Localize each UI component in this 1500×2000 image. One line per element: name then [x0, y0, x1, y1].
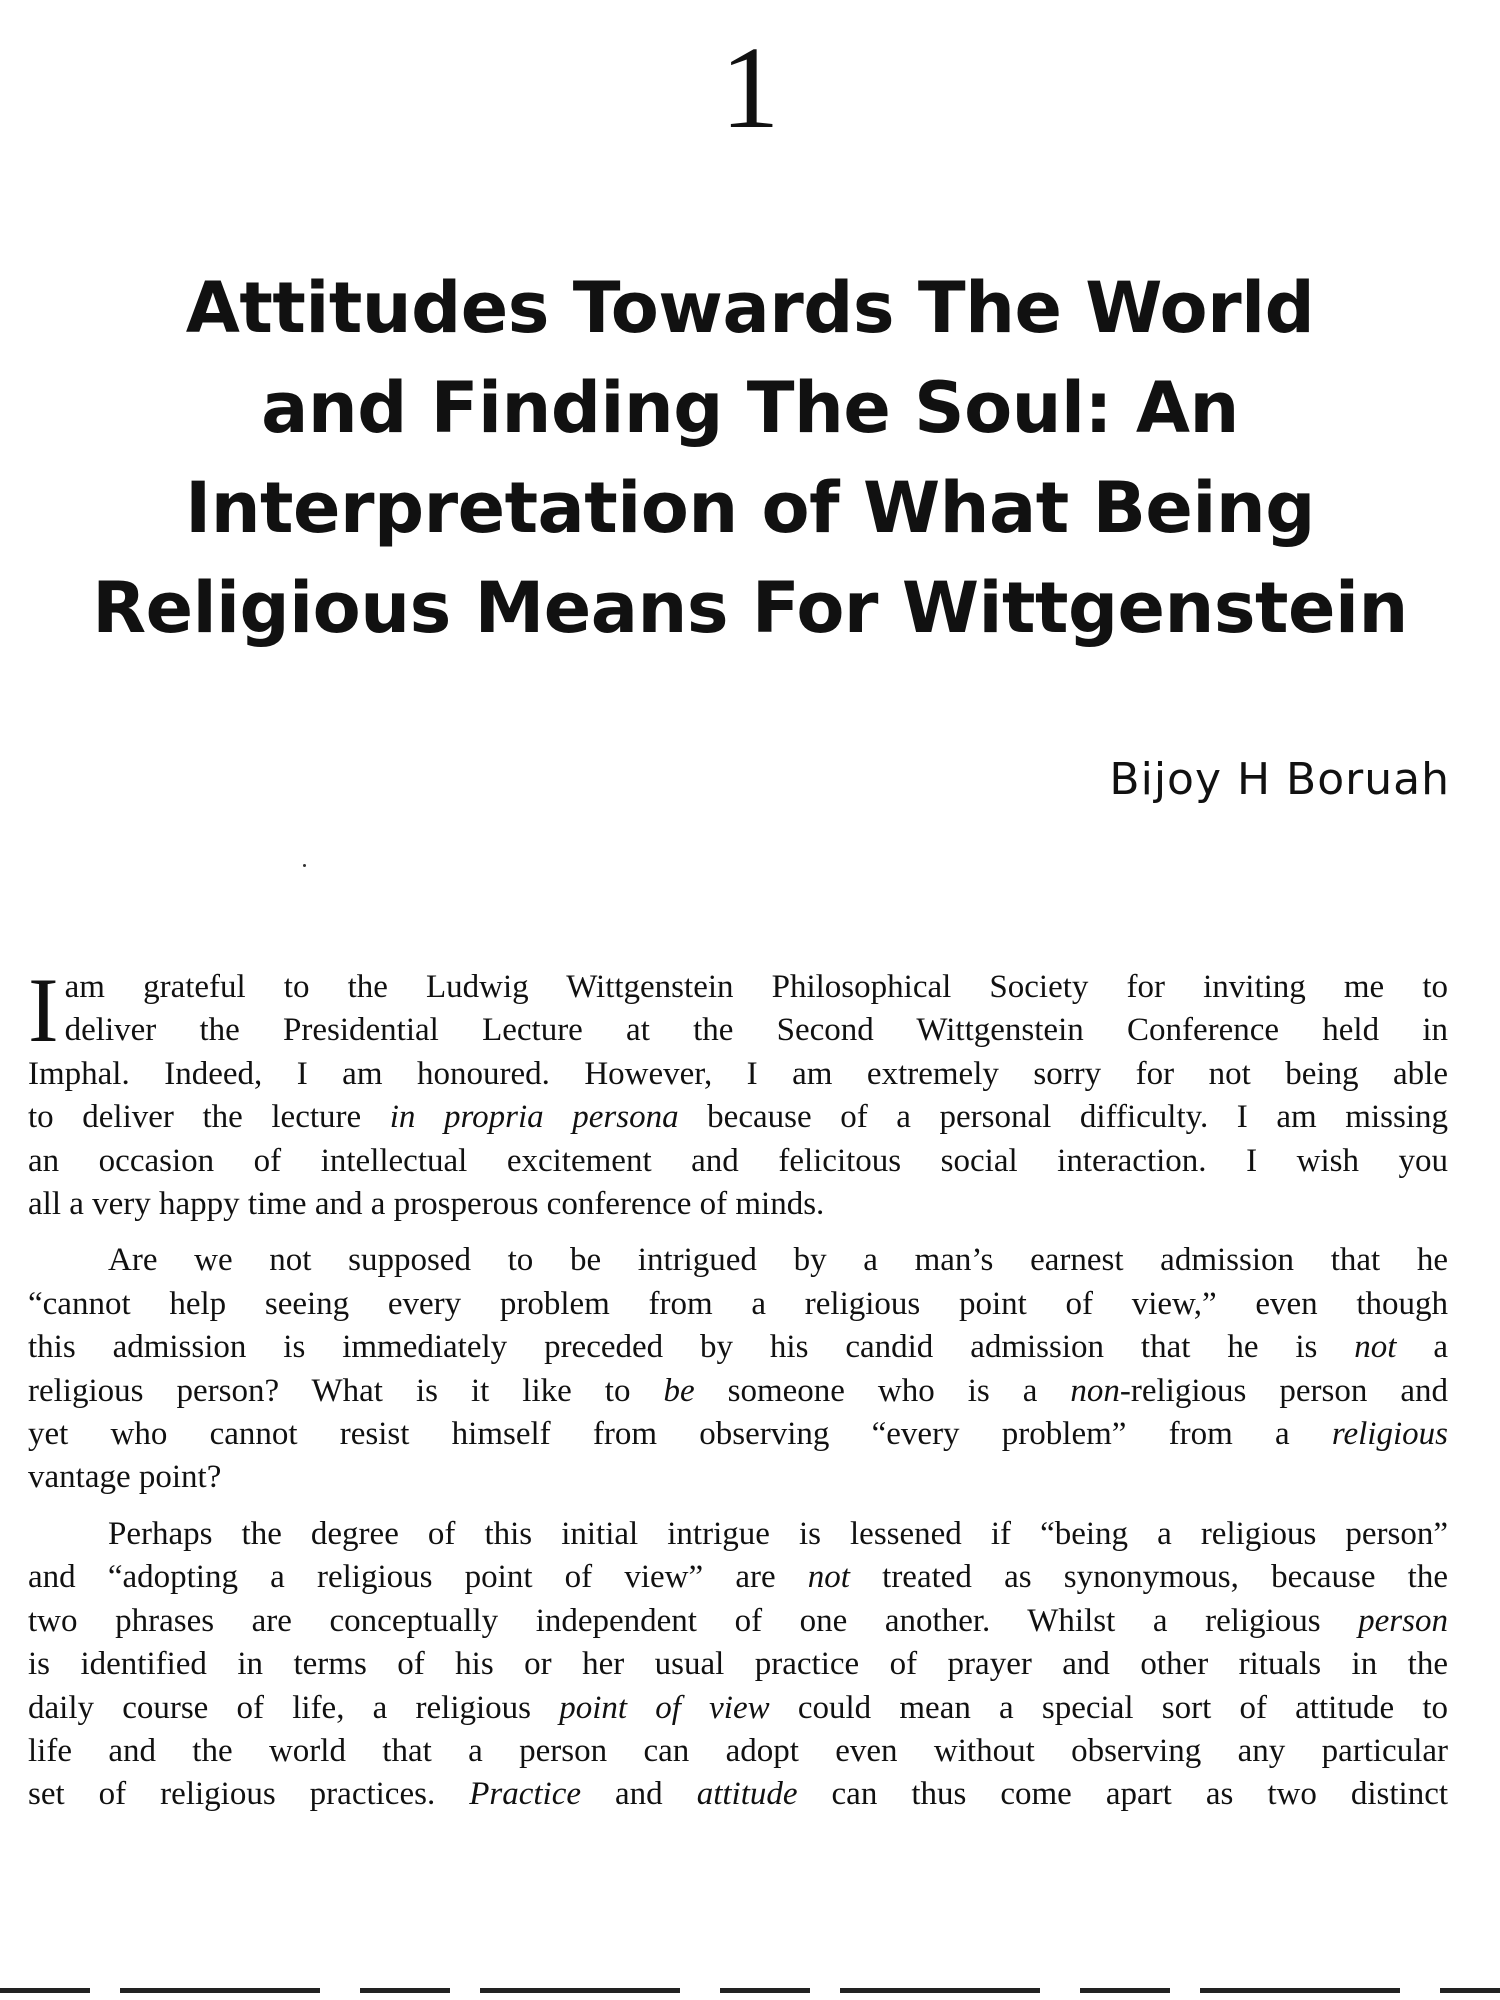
scan-edge-marks [0, 1988, 1500, 1993]
text-line: am grateful to the Ludwig Wittgenstein Philosophical Society for inviting me to [64, 969, 1448, 1005]
text-line: two phrases are conceptually independent of one another. Whilst a religious person [28, 1602, 1448, 1639]
author-name: Bijoy H Boruah [1109, 754, 1450, 805]
text-line: deliver the Presidential Lecture at the Second Wittgenstein Conference held in [64, 1012, 1448, 1049]
text-line: daily course of life, a religious point of view could mean a special sort of attitude to [28, 1689, 1449, 1726]
chapter-title-line: and Finding The Soul: An [261, 367, 1239, 449]
text-line: this admission is immediately preceded by his candid admission that he is not a [28, 1329, 1448, 1366]
paragraph-2 [28, 1239, 1448, 1499]
text-line: vantage point? [28, 1459, 222, 1496]
paragraph-3 [28, 1513, 1448, 1817]
italic-word: Practice [469, 1776, 581, 1813]
paragraph-1 [28, 959, 1448, 1226]
text-line: “cannot help seeing every problem from a religious point of view,” even though [28, 1285, 1448, 1322]
italic-word: non [1070, 1372, 1120, 1409]
text-line: Imphal. Indeed, I am honoured. However, I am extremely sorry for not being able [28, 1055, 1448, 1092]
chapter-title-line: Attitudes Towards The World [185, 267, 1315, 349]
italic-phrase: point of view [559, 1689, 770, 1726]
italic-phrase: in propria persona [389, 1099, 679, 1136]
text-line: set of religious practices. Practice and attitude can thus come apart as two distinct [28, 1776, 1449, 1813]
chapter-title [40, 258, 1460, 658]
text-line: all a very happy time and a prosperous conference of minds. [28, 1186, 825, 1223]
text-line: to deliver the lecture in propria persona because of a personal difficulty. I am missing [28, 1099, 1448, 1136]
chapter-title-line: Religious Means For Wittgenstein [92, 567, 1408, 649]
chapter-number: 1 [720, 22, 780, 153]
body-text [28, 959, 1449, 1817]
text-line: life and the world that a person can adopt even without observing any particular [28, 1732, 1448, 1769]
chapter-title-line: Interpretation of What Being [185, 467, 1315, 549]
text-line: yet who cannot resist himself from observing “every problem” from a religious [28, 1416, 1448, 1453]
italic-word: not [1354, 1329, 1397, 1366]
stray-dot [303, 864, 306, 867]
italic-word: be [663, 1372, 695, 1409]
drop-cap: I [28, 959, 59, 1061]
text-line: Are we not supposed to be intrigued by a man’s earnest admission that he [108, 1242, 1448, 1279]
text-line: an occasion of intellectual excitement and felicitous social interaction. I wish you [28, 1142, 1448, 1179]
italic-word: not [807, 1559, 850, 1596]
italic-word: person [1358, 1602, 1448, 1639]
text-line: Perhaps the degree of this initial intrigue is lessened if “being a religious person” [108, 1515, 1448, 1552]
italic-word: religious [1331, 1416, 1448, 1453]
italic-word: attitude [696, 1776, 798, 1813]
text-line: religious person? What is it like to be someone who is a non-religious person and [28, 1372, 1448, 1409]
text-line: and “adopting a religious point of view” are not treated as synonymous, because the [28, 1559, 1448, 1596]
text-line: is identified in terms of his or her usual practice of prayer and other rituals in the [28, 1646, 1448, 1683]
